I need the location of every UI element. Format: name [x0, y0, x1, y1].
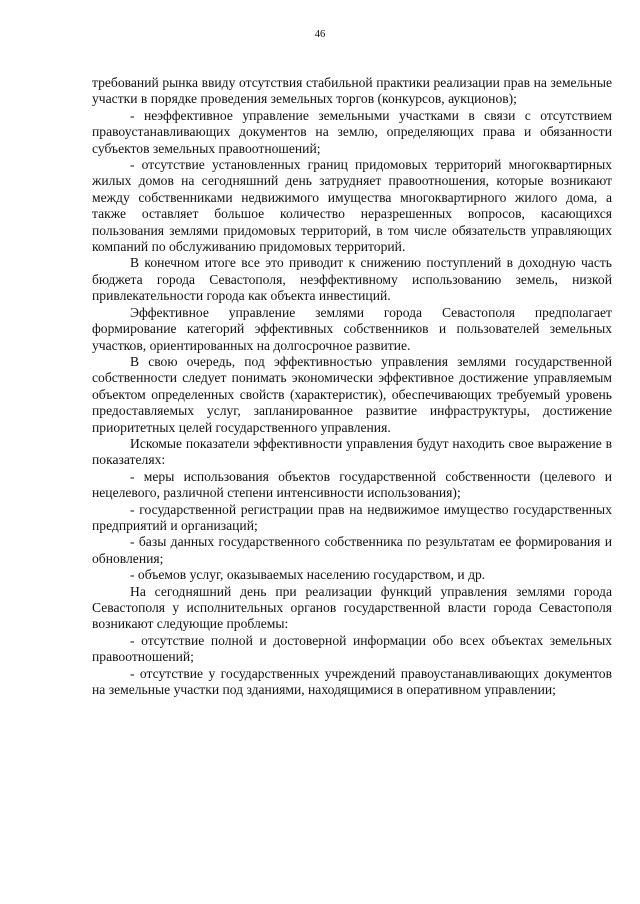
paragraph: - объемов услуг, оказываемых населению государством, и др. [130, 567, 486, 583]
paragraph: - отсутствие у государственных учреждений правоустанавливающих документов на земельные участки под зданиями, находящимися в оперативном управлении; [92, 665, 612, 698]
paragraph: - отсутствие установленных границ придомовых территорий многоквартирных жилых домов на сегодняшний день затрудняет правоотношения, которые возникают между собственниками недвижимого имущества многоквартирного жилого дома, а также оставляет большое количество неразрешенных вопросов, касающихся пользования землями придомовых территорий, в том числе обязательств управляющих компаний по обслуживанию придомовых территорий. [92, 157, 612, 255]
paragraph: Искомые показатели эффективности управления будут находить свое выражение в показателях: [92, 435, 612, 468]
paragraph: На сегодняшний день при реализации функций управления землями города Севастополя у исполнительных органов государственной власти города Севастополя возникают следующие проблемы: [92, 583, 612, 632]
page-number: 46 [314, 29, 326, 40]
paragraph: - базы данных государственного собственника по результатам ее формирования и обновления; [92, 534, 612, 566]
body-text [92, 75, 612, 698]
paragraph: В конечном итоге все это приводит к снижению поступлений в доходную часть бюджета города Севастополя, неэффективному использованию земель, низкой привлекательности города как объекта инвестиций. [92, 255, 612, 304]
paragraph: - государственной регистрации прав на недвижимое имущество государственных предприятий и организаций; [92, 501, 612, 533]
paragraph: - меры использования объектов государственной собственности (целевого и нецелевого, различной степени интенсивности использования); [92, 468, 612, 501]
paragraph: - неэффективное управление земельными участками в связи с отсутствием правоустанавливающих документов на землю, определяющих права и обязанности субъектов земельных правоотношений; [92, 107, 612, 156]
paragraph: В свою очередь, под эффективностью управления землями государственной собственности следует понимать экономически эффективное достижение управляемым объектом определенных свойств (характеристик), обеспечивающих требуемый уровень предоставляемых услуг, запланированное развитие инфраструктуры, достижение приоритетных целей государственного управления. [92, 353, 612, 435]
paragraph: - отсутствие полной и достоверной информации обо всех объектах земельных правоотношений; [92, 632, 612, 665]
paragraph: требований рынка ввиду отсутствия стабильной практики реализации прав на земельные участки в порядке проведения земельных торгов (конкурсов, аукционов); [92, 75, 612, 107]
paragraph: Эффективное управление землями города Севастополя предполагает формирование категорий эффективных собственников и пользователей земельных участков, ориентированных на долгосрочное развитие. [92, 304, 612, 353]
